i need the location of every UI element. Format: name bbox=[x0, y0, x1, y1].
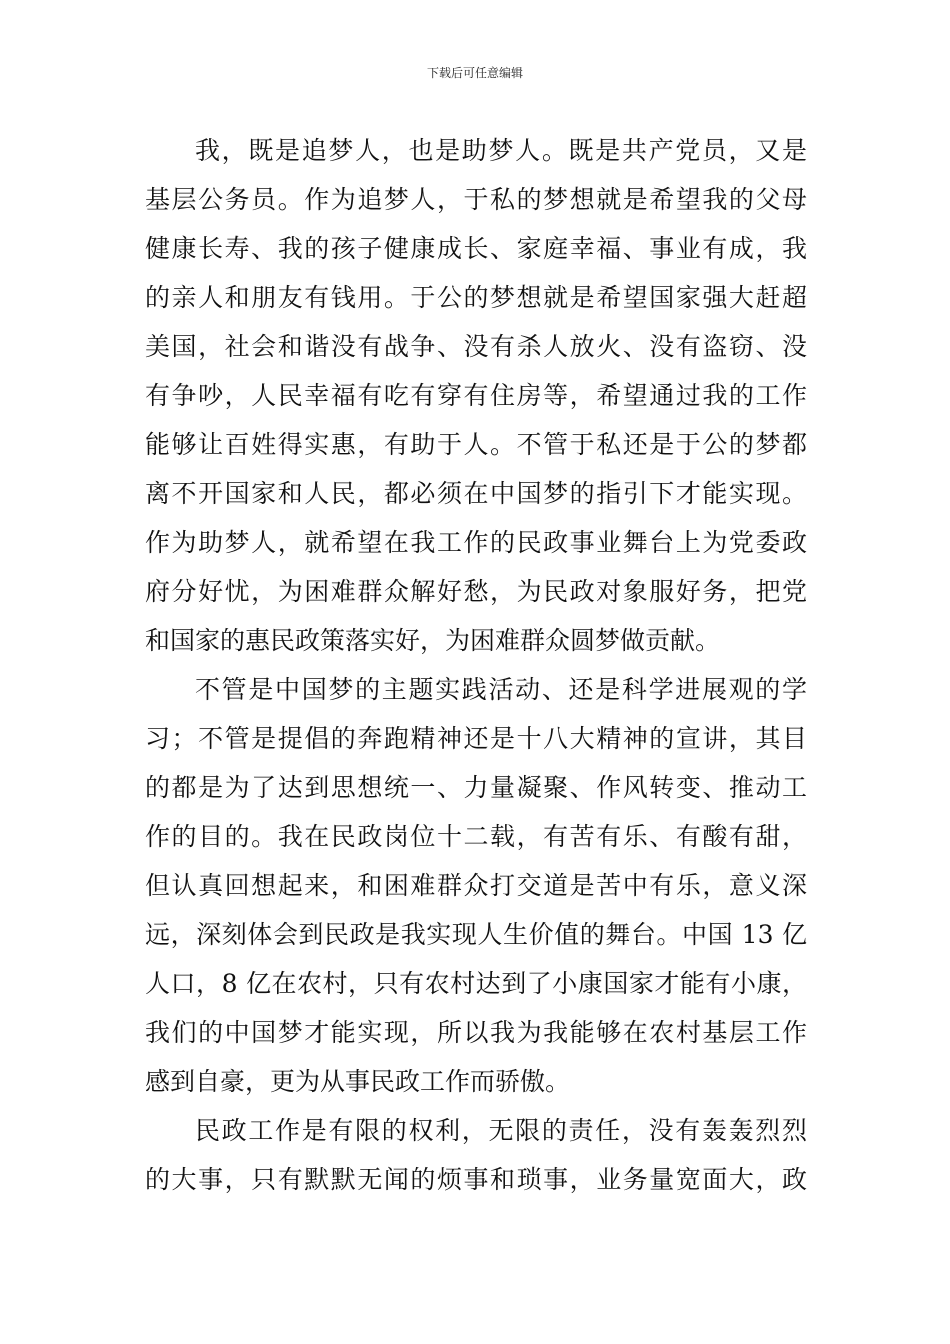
paragraph-1-line-8: 离不开国家和人民，都必须在中国梦的指引下才能实现。 bbox=[145, 479, 807, 508]
paragraph-1-line-10: 府分好忧，为困难群众解好愁，为民政对象服好务，把党 bbox=[145, 577, 807, 606]
page-header: 下载后可任意编辑 bbox=[426, 66, 523, 80]
paragraph-2-line-9: 感到自豪，更为从事民政工作而骄傲。 bbox=[145, 1067, 571, 1096]
paragraph-2-line-3: 的都是为了达到思想统一、力量凝聚、作风转变、推动工 bbox=[145, 773, 807, 802]
paragraph-1-line-11: 和国家的惠民政策落实好，为困难群众圆梦做贡献。 bbox=[145, 626, 721, 655]
paragraph-1-line-2: 基层公务员。作为追梦人，于私的梦想就是希望我的父母 bbox=[145, 185, 807, 214]
paragraph-2-line-2: 习；不管是提倡的奔跑精神还是十八大精神的宣讲，其目 bbox=[145, 724, 807, 753]
paragraph-1-line-3: 健康长寿、我的孩子健康成长、家庭幸福、事业有成，我 bbox=[145, 234, 807, 263]
paragraph-2-line-1: 不管是中国梦的主题实践活动、还是科学进展观的学 bbox=[195, 675, 807, 704]
paragraph-3-line-1: 民政工作是有限的权利，无限的责任，没有轰轰烈烈 bbox=[195, 1116, 807, 1145]
paragraph-2-line-6: 远，深刻体会到民政是我实现人生价值的舞台。中国 13 亿 bbox=[145, 920, 807, 949]
paragraph-2-line-8: 我们的中国梦才能实现，所以我为我能够在农村基层工作 bbox=[145, 1018, 807, 1047]
paragraph-1-line-7: 能够让百姓得实惠，有助于人。不管于私还是于公的梦都 bbox=[145, 430, 807, 459]
paragraph-1-line-1: 我，既是追梦人，也是助梦人。既是共产党员，又是 bbox=[195, 136, 807, 165]
paragraph-2-line-4: 作的目的。我在民政岗位十二载，有苦有乐、有酸有甜， bbox=[145, 822, 807, 851]
paragraph-1-line-9: 作为助梦人，就希望在我工作的民政事业舞台上为党委政 bbox=[145, 528, 807, 557]
paragraph-1-line-5: 美国，社会和谐没有战争、没有杀人放火、没有盗窃、没 bbox=[145, 332, 807, 361]
paragraph-1-line-6: 有争吵，人民幸福有吃有穿有住房等，希望通过我的工作 bbox=[145, 381, 807, 410]
paragraph-2-line-5: 但认真回想起来，和困难群众打交道是苦中有乐，意义深 bbox=[145, 871, 807, 900]
paragraph-2-line-7: 人口，8 亿在农村，只有农村达到了小康国家才能有小康， bbox=[145, 969, 807, 998]
paragraph-3-line-2: 的大事，只有默默无闻的烦事和琐事，业务量宽面大，政 bbox=[145, 1165, 807, 1194]
paragraph-1-line-4: 的亲人和朋友有钱用。于公的梦想就是希望国家强大赶超 bbox=[145, 283, 807, 312]
body-text bbox=[145, 126, 807, 1204]
